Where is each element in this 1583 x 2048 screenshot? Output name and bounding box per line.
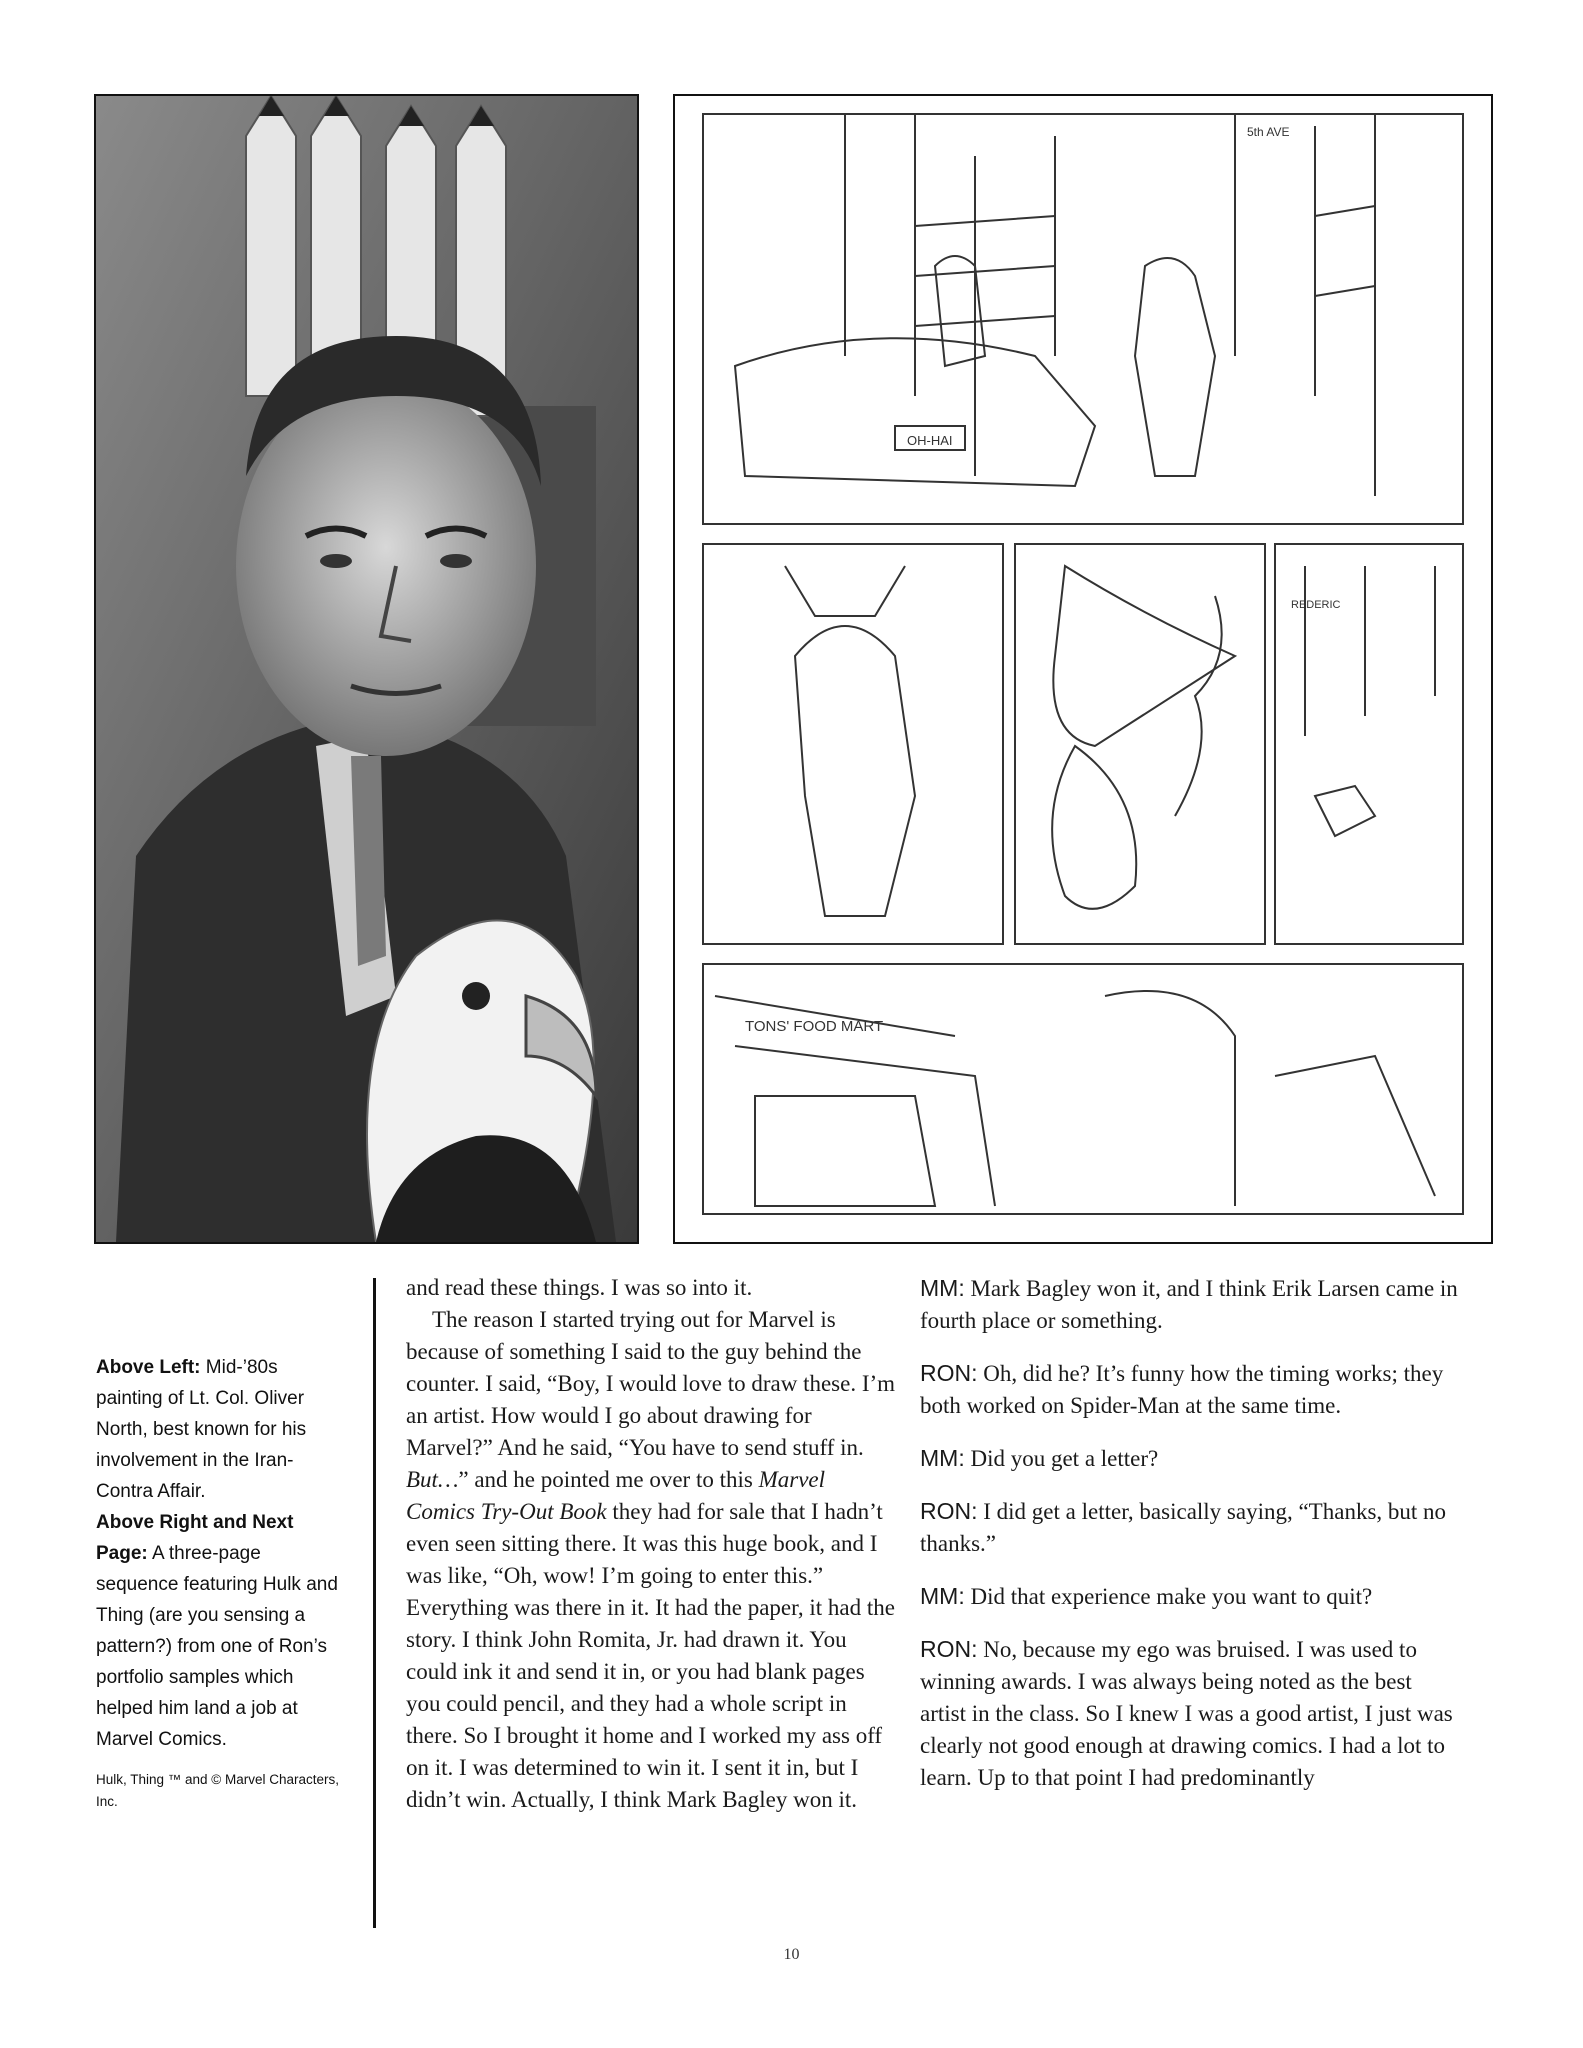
- speaker-label: MM:: [920, 1275, 965, 1301]
- car-plate-sign: OH-HAI: [907, 433, 953, 448]
- comic-panels-icon: [675, 96, 1491, 1242]
- right-column: [920, 1272, 1460, 1814]
- middle-column: [406, 1272, 896, 1816]
- speaker-label: MM:: [920, 1445, 965, 1471]
- speaker-label: MM:: [920, 1583, 965, 1609]
- book-title: Marvel Comics Try-Out Book: [406, 1467, 826, 1524]
- interview-exchange: MM: Mark Bagley won it, and I think Erik Larsen came in fourth place or something.: [920, 1275, 1458, 1333]
- speaker-label: RON:: [920, 1360, 978, 1386]
- paragraph: and read these things. I was so into it.: [406, 1275, 753, 1300]
- caption-right: [96, 1507, 340, 1755]
- interview-exchange: RON: I did get a letter, basically saying, “Thanks, but no thanks.”: [920, 1498, 1447, 1556]
- interview-exchange: RON: No, because my ego was bruised. I was used to winning awards. I was always being noted as the best artist in the class. So I knew I was a good artist, I just was clearly not good enough at drawing comics. I had a lot to learn. Up to that point I had predominantly: [920, 1636, 1453, 1790]
- comic-page-sketch: [673, 94, 1493, 1244]
- portrait-painting: [94, 94, 639, 1244]
- interview-exchange: RON: Oh, did he? It’s funny how the timing works; they both worked on Spider-Man at the same time.: [920, 1360, 1444, 1418]
- caption-left-text: Mid-’80s painting of Lt. Col. Oliver North, best known for his involvement in the Iran-Contra Affair.: [96, 1357, 307, 1502]
- street-sign: 5th AVE: [1247, 125, 1290, 139]
- copyright-credit: Hulk, Thing ™ and © Marvel Characters, Inc.: [96, 1772, 340, 1809]
- shop-sign: REDERIC: [1291, 599, 1341, 611]
- caption-right-text: A three-page sequence featuring Hulk and Thing (are you sensing a pattern?) from one of Ron’s portfolio samples which helped him land a job at Marvel Comics.: [96, 1543, 338, 1750]
- caption: [96, 1352, 340, 1813]
- portrait-painting-icon: [96, 96, 637, 1242]
- caption-left-label: Above Left:: [96, 1357, 201, 1378]
- store-sign: TONS' FOOD MART: [745, 1018, 884, 1035]
- speaker-label: RON:: [920, 1498, 978, 1524]
- speaker-label: RON:: [920, 1636, 978, 1662]
- column-divider: [373, 1278, 376, 1928]
- paragraph: The reason I started trying out for Marvel is because of something I said to the guy behind the counter. I said, “Boy, I would love to draw these. I’m an artist. How would I go about drawing for Marvel?” And he said, “You have to send stuff in. But…” and he pointed me over to this Marvel Comics Try-Out Book they had for sale that I hadn’t even seen sitting there. It was this huge book, and I was like, “Oh, wow! I’m going to enter this.” Everything was there in it. It had the paper, it had the story. I think John Romita, Jr. had drawn it. You could ink it and send it in, or you had blank pages you could pencil, and they had a whole script in there. So I brought it home and I worked my ass off on it. I was determined to win it. I sent it in, but I didn’t win. Actually, I think Mark Bagley won it.: [406, 1307, 896, 1812]
- page-number: 10: [783, 1946, 800, 1963]
- caption-right-label: Above Right and Next Page:: [96, 1512, 294, 1564]
- caption-left: [96, 1352, 340, 1507]
- interview-exchange: MM: Did that experience make you want to quit?: [920, 1583, 1373, 1609]
- interview-exchange: MM: Did you get a letter?: [920, 1445, 1159, 1471]
